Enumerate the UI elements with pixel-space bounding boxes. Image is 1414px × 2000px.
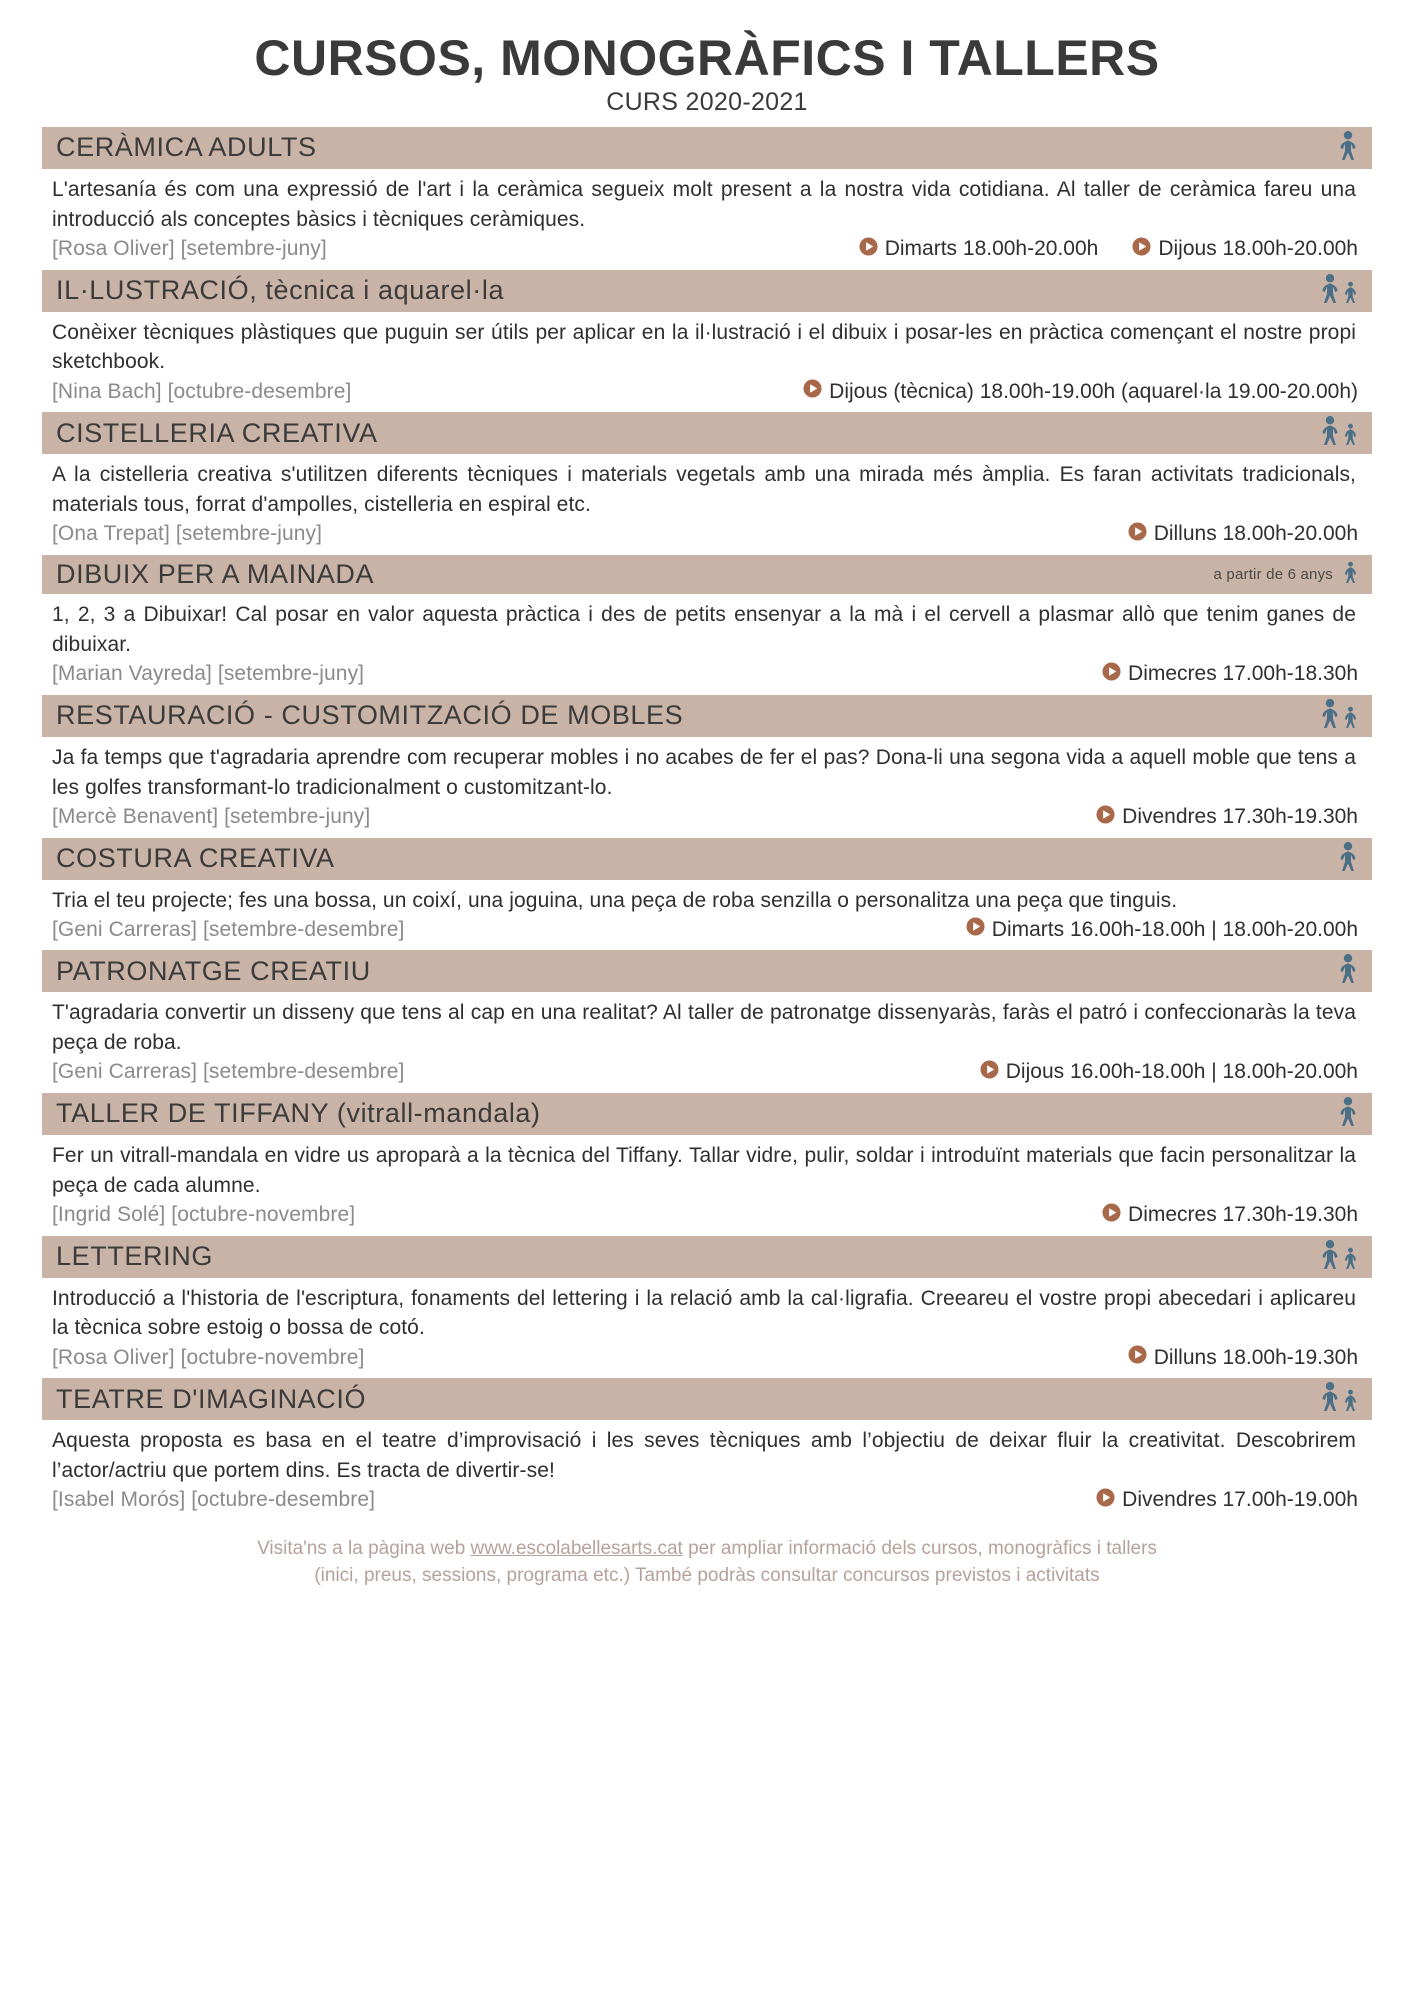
play-triangle-icon [803, 379, 822, 404]
course-description: Conèixer tècniques plàstiques que puguin ser útils per aplicar en la il·lustració i el dibuix i posar-les en pràctica començant el nostre propi sketchbook. [52, 320, 1356, 374]
course-schedules [1128, 1345, 1358, 1370]
audience-icons [1320, 1239, 1358, 1274]
page-subtitle: CURS 2020-2021 [606, 88, 808, 116]
play-triangle-icon [803, 379, 822, 398]
course-schedule [1132, 237, 1358, 262]
course-title: CISTELLERIA CREATIVA [56, 417, 378, 448]
footer-line-2: (inici, preus, sessions, programa etc.) També podràs consultar concursos previstos i activitats [314, 1565, 1100, 1587]
child-person-icon [1343, 1389, 1358, 1416]
course-list [42, 127, 1372, 1519]
course-block [42, 1093, 1372, 1234]
audience-icons [1320, 415, 1358, 450]
course-header-right [1320, 273, 1358, 308]
schedule-text: Dijous 18.00h-20.00h [1158, 237, 1358, 261]
schedule-text: Dimarts 18.00h-20.00h [884, 237, 1099, 261]
course-teacher-period: [Isabel Morós] [octubre-desembre] [52, 1488, 376, 1512]
schedule-text: Divendres 17.30h-19.30h [1122, 805, 1358, 829]
play-triangle-icon [1102, 1203, 1121, 1222]
audience-icons [1338, 953, 1358, 988]
adult-person-icon [1320, 415, 1340, 450]
play-triangle-icon [980, 1060, 999, 1079]
child-person-icon [1343, 423, 1358, 450]
play-triangle-icon [1128, 522, 1147, 541]
adult-person-icon [1320, 1239, 1340, 1274]
age-note: a partir de 6 anys [1213, 565, 1333, 583]
website-link[interactable]: www.escolabellesarts.cat [470, 1537, 683, 1559]
course-block [42, 555, 1372, 693]
schedule-text: Dilluns 18.00h-19.30h [1153, 1345, 1358, 1369]
play-triangle-icon [1102, 1203, 1121, 1228]
course-title: COSTURA CREATIVA [56, 842, 335, 873]
course-schedules [980, 1060, 1358, 1085]
course-header[interactable] [42, 1378, 1372, 1420]
footer-prefix: Visita'ns a la pàgina web [257, 1537, 471, 1559]
course-schedule [980, 1060, 1358, 1085]
course-block [42, 127, 1372, 268]
footer-line-1 [42, 1535, 1372, 1563]
child-person-icon [1343, 1247, 1358, 1274]
course-schedule [803, 379, 1358, 404]
adult-person-icon [1338, 841, 1358, 876]
course-teacher-period: [Mercè Benavent] [setembre-juny] [52, 805, 371, 829]
course-description: Fer un vitrall-mandala en vidre us aproparà a la tècnica del Tiffany. Tallar vidre, pulir, soldar i introduïnt materials que facin personalitzar la peça de cada alumne. [52, 1143, 1356, 1197]
play-triangle-icon [1128, 1345, 1147, 1370]
course-block [42, 270, 1372, 411]
course-header[interactable] [42, 838, 1372, 880]
play-triangle-icon [859, 237, 878, 262]
course-schedules [1102, 662, 1358, 687]
course-title: IL·LUSTRACIÓ, tècnica i aquarel·la [56, 274, 505, 305]
course-schedule [1096, 1488, 1358, 1513]
schedule-text: Dimecres 17.00h-18.30h [1128, 662, 1358, 686]
course-teacher-period: [Geni Carreras] [setembre-desembre] [52, 917, 405, 941]
course-header[interactable] [42, 412, 1372, 454]
course-meta [42, 662, 1372, 693]
course-meta [42, 1203, 1372, 1234]
course-header-right [1320, 415, 1358, 450]
course-description: A la cistelleria creativa s'utilitzen diferents tècniques i materials vegetals amb una mirada més àmplia. Es faran activitats tradicionals, materials tous, forrat d'ampolles, cistelleria en espiral etc. [52, 463, 1356, 517]
course-header[interactable] [42, 127, 1372, 169]
course-header-right [1214, 561, 1359, 588]
adult-person-icon [1338, 953, 1358, 988]
audience-icons [1343, 561, 1358, 588]
course-teacher-period: [Marian Vayreda] [setembre-juny] [52, 662, 365, 686]
course-schedules [1102, 1203, 1358, 1228]
schedule-text: Dilluns 18.00h-20.00h [1153, 522, 1358, 546]
course-schedules [1096, 1488, 1358, 1513]
course-schedule [1096, 805, 1358, 830]
play-triangle-icon [1132, 237, 1151, 262]
course-teacher-period: [Ona Trepat] [setembre-juny] [52, 522, 323, 546]
course-header-right [1338, 130, 1358, 165]
play-triangle-icon [980, 1060, 999, 1085]
course-header-right [1320, 698, 1358, 733]
course-meta [42, 917, 1372, 948]
footer-suffix: per ampliar informació dels cursos, monogràfics i tallers [682, 1537, 1157, 1559]
play-triangle-icon [1128, 522, 1147, 547]
course-description: L'artesanía és com una expressió de l'art i la ceràmica segueix molt present a la nostra vida cotidiana. Al taller de ceràmica fareu una introducció als conceptes bàsics i tècniques ceràmiques. [52, 178, 1356, 231]
course-description: Aquesta proposta es basa en el teatre d’improvisació i les seves tècniques amb l’objectiu de deixar fluir la creativitat. Descobrirem l’actor/actriu que portem dins. Es tracta de divertir-se! [52, 1429, 1356, 1483]
play-triangle-icon [966, 917, 985, 942]
schedule-text: Dimarts 16.00h-18.00h | 18.00h-20.00h [991, 917, 1358, 941]
child-person-icon [1343, 706, 1358, 733]
course-header[interactable] [42, 1236, 1372, 1278]
course-meta [42, 1488, 1372, 1519]
course-header[interactable] [42, 555, 1372, 594]
course-description: 1, 2, 3 a Dibuixar! Cal posar en valor aquesta pràctica i des de petits ensenyar a la mà i el cervell a plasmar allò que tenim ganes de dibuixar. [52, 603, 1356, 657]
course-title: PATRONATGE CREATIU [56, 955, 371, 986]
course-title: TALLER DE TIFFANY (vitrall-mandala) [56, 1098, 541, 1129]
course-meta [42, 805, 1372, 836]
play-triangle-icon [859, 237, 878, 256]
course-schedule [1128, 522, 1358, 547]
course-meta [42, 1345, 1372, 1376]
course-header[interactable] [42, 695, 1372, 737]
course-teacher-period: [Rosa Oliver] [setembre-juny] [52, 237, 327, 261]
course-header-right [1338, 953, 1358, 988]
course-header[interactable] [42, 1093, 1372, 1135]
course-schedule [1128, 1345, 1358, 1370]
course-title: DIBUIX PER A MAINADA [56, 558, 375, 589]
play-triangle-icon [1102, 662, 1121, 681]
play-triangle-icon [1132, 237, 1151, 256]
play-triangle-icon [966, 917, 985, 936]
play-triangle-icon [1096, 805, 1115, 824]
course-title: CERÀMICA ADULTS [56, 132, 317, 163]
adult-person-icon [1320, 1381, 1340, 1416]
course-schedules [803, 379, 1358, 404]
adult-person-icon [1320, 698, 1340, 733]
course-title: LETTERING [56, 1240, 213, 1271]
page-title: CURSOS, MONOGRÀFICS I TALLERS [254, 30, 1160, 86]
course-header-right [1338, 841, 1358, 876]
course-block [42, 1236, 1372, 1377]
child-person-icon [1343, 281, 1358, 308]
audience-icons [1338, 130, 1358, 165]
course-block [42, 1378, 1372, 1519]
course-description: Ja fa temps que t'agradaria aprendre com recuperar mobles i no acabes de fer el pas? Dona-li una segona vida a aquell moble que tens a les golfes transformant-lo tradicionalment o customitzant-lo. [52, 745, 1356, 799]
course-description: T'agradaria convertir un disseny que tens al cap en una realitat? Al taller de patronatge dissenyaràs, faràs el patró i confeccionaràs la teva peça de roba. [52, 1001, 1356, 1055]
course-schedule [966, 917, 1358, 942]
course-meta [42, 522, 1372, 553]
course-block [42, 950, 1372, 1091]
schedule-text: Dijous (tècnica) 18.00h-19.00h (aquarel·la 19.00-20.00h) [829, 379, 1358, 403]
play-triangle-icon [1128, 1345, 1147, 1364]
course-meta [42, 1060, 1372, 1091]
course-title: TEATRE D'IMAGINACIÓ [56, 1383, 367, 1414]
course-schedules [859, 237, 1358, 262]
adult-person-icon [1338, 1096, 1358, 1131]
schedule-text: Dimecres 17.30h-19.30h [1128, 1203, 1358, 1227]
audience-icons [1320, 273, 1358, 308]
course-teacher-period: [Rosa Oliver] [octubre-novembre] [52, 1345, 365, 1369]
child-person-icon [1343, 561, 1358, 588]
play-triangle-icon [1096, 1488, 1115, 1513]
course-header[interactable] [42, 270, 1372, 312]
play-triangle-icon [1096, 1488, 1115, 1507]
footer [42, 1535, 1372, 1596]
course-schedule [859, 237, 1099, 262]
course-block [42, 412, 1372, 553]
play-triangle-icon [1102, 662, 1121, 687]
audience-icons [1338, 841, 1358, 876]
adult-person-icon [1338, 130, 1358, 165]
course-header-right [1320, 1381, 1358, 1416]
course-block [42, 695, 1372, 836]
course-header-right [1320, 1239, 1358, 1274]
course-schedule [1102, 662, 1358, 687]
course-meta [42, 379, 1372, 410]
course-schedules [1128, 522, 1358, 547]
course-teacher-period: [Geni Carreras] [setembre-desembre] [52, 1060, 405, 1084]
audience-icons [1338, 1096, 1358, 1131]
course-header[interactable] [42, 950, 1372, 992]
course-block [42, 838, 1372, 949]
course-schedule [1102, 1203, 1358, 1228]
play-triangle-icon [1096, 805, 1115, 830]
course-meta [42, 237, 1372, 268]
audience-icons [1320, 698, 1358, 733]
course-description: Introducció a l'historia de l'escriptura, fonaments del lettering i la relació amb la cal·ligrafia. Creeareu el vostre propi abecedari i aplicareu la tècnica sobre estoig o bossa de cotó. [52, 1286, 1356, 1340]
course-teacher-period: [Ingrid Solé] [octubre-novembre] [52, 1203, 356, 1227]
audience-icons [1320, 1381, 1358, 1416]
course-teacher-period: [Nina Bach] [octubre-desembre] [52, 379, 352, 403]
schedule-text: Dijous 16.00h-18.00h | 18.00h-20.00h [1005, 1060, 1358, 1084]
course-schedules [966, 917, 1358, 942]
course-header-right [1338, 1096, 1358, 1131]
adult-person-icon [1320, 273, 1340, 308]
course-description: Tria el teu projecte; fes una bossa, un coixí, una joguina, una peça de roba senzilla o personalitza una peça que tinguis. [52, 888, 1178, 912]
course-schedules [1096, 805, 1358, 830]
schedule-text: Divendres 17.00h-19.00h [1122, 1488, 1358, 1512]
course-title: RESTAURACIÓ - CUSTOMITZACIÓ DE MOBLES [56, 700, 684, 731]
